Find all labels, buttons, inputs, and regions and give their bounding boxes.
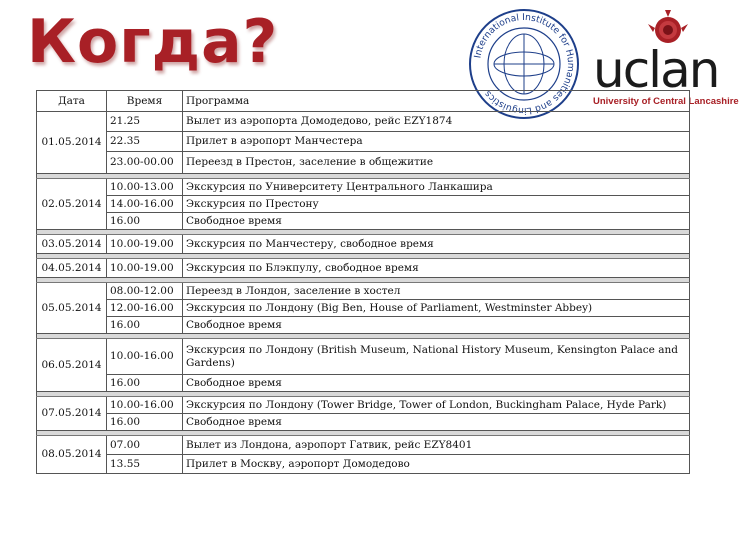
time-cell: 10.00-16.00 — [107, 397, 183, 414]
program-cell: Экскурсия по Манчестеру, свободное время — [183, 235, 690, 254]
table-row — [37, 397, 690, 414]
program-cell: Переезд в Лондон, заселение в хостел — [183, 283, 690, 300]
time-cell: 13.55 — [107, 455, 183, 474]
header-program: Программа — [183, 91, 690, 112]
table-row — [37, 455, 690, 474]
program-cell: Экскурсия по Лондону (Big Ben, House of Parliament, Westminster Abbey) — [183, 300, 690, 317]
table-row — [37, 179, 690, 196]
time-cell: 10.00-19.00 — [107, 235, 183, 254]
header-date: Дата — [37, 91, 107, 112]
table-row — [37, 317, 690, 334]
table-row — [37, 112, 690, 132]
program-cell: Свободное время — [183, 317, 690, 334]
time-cell: 10.00-13.00 — [107, 179, 183, 196]
program-cell: Экскурсия по Престону — [183, 196, 690, 213]
time-cell: 16.00 — [107, 375, 183, 392]
table-row — [37, 300, 690, 317]
uclan-wordmark: uclan — [593, 41, 719, 99]
program-cell: Вылет из аэропорта Домодедово, рейс EZY1874 — [183, 112, 690, 132]
time-cell: 08.00-12.00 — [107, 283, 183, 300]
date-cell: 04.05.2014 — [37, 259, 107, 278]
time-cell: 22.35 — [107, 132, 183, 152]
program-cell: Прилет в аэропорт Манчестера — [183, 132, 690, 152]
program-cell: Свободное время — [183, 375, 690, 392]
svg-text:International Institute for Hu: International Institute for Humanities and Linguistics — [472, 11, 577, 117]
program-cell: Вылет из Лондона, аэропорт Гатвик, рейс EZY8401 — [183, 436, 690, 455]
date-cell: 06.05.2014 — [37, 339, 107, 392]
time-cell: 07.00 — [107, 436, 183, 455]
date-cell: 03.05.2014 — [37, 235, 107, 254]
time-cell: 10.00-19.00 — [107, 259, 183, 278]
program-cell: Свободное время — [183, 414, 690, 431]
time-cell: 10.00-16.00 — [107, 339, 183, 375]
program-cell: Прилет в Москву, аэропорт Домодедово — [183, 455, 690, 474]
date-cell: 01.05.2014 — [37, 112, 107, 174]
schedule-table — [36, 90, 690, 474]
program-cell: Экскурсия по Лондону (British Museum, National History Museum, Kensington Palace and Gardens) — [183, 339, 690, 375]
uclan-full-name: University of Central Lancashire — [593, 96, 739, 107]
date-cell: 08.05.2014 — [37, 436, 107, 474]
page-title: Когда? — [27, 7, 279, 77]
program-cell: Свободное время — [183, 213, 690, 230]
table-row — [37, 235, 690, 254]
date-cell: 05.05.2014 — [37, 283, 107, 334]
date-cell: 07.05.2014 — [37, 397, 107, 431]
time-cell: 12.00-16.00 — [107, 300, 183, 317]
table-row — [37, 436, 690, 455]
table-row — [37, 259, 690, 278]
table-row — [37, 152, 690, 174]
header-time: Время — [107, 91, 183, 112]
time-cell: 16.00 — [107, 317, 183, 334]
date-cell: 02.05.2014 — [37, 179, 107, 230]
time-cell: 14.00-16.00 — [107, 196, 183, 213]
table-row — [37, 375, 690, 392]
program-cell: Экскурсия по Блэкпулу, свободное время — [183, 259, 690, 278]
time-cell: 16.00 — [107, 213, 183, 230]
table-header-row — [37, 91, 690, 112]
table-row — [37, 414, 690, 431]
table-row — [37, 283, 690, 300]
program-cell: Переезд в Престон, заселение в общежитие — [183, 152, 690, 174]
table-row — [37, 132, 690, 152]
table-row — [37, 339, 690, 375]
program-cell: Экскурсия по Университету Центрального Ланкашира — [183, 179, 690, 196]
table-row — [37, 196, 690, 213]
time-cell: 23.00-00.00 — [107, 152, 183, 174]
time-cell: 16.00 — [107, 414, 183, 431]
table-row — [37, 213, 690, 230]
time-cell: 21.25 — [107, 112, 183, 132]
program-cell: Экскурсия по Лондону (Tower Bridge, Tower of London, Buckingham Palace, Hyde Park) — [183, 397, 690, 414]
